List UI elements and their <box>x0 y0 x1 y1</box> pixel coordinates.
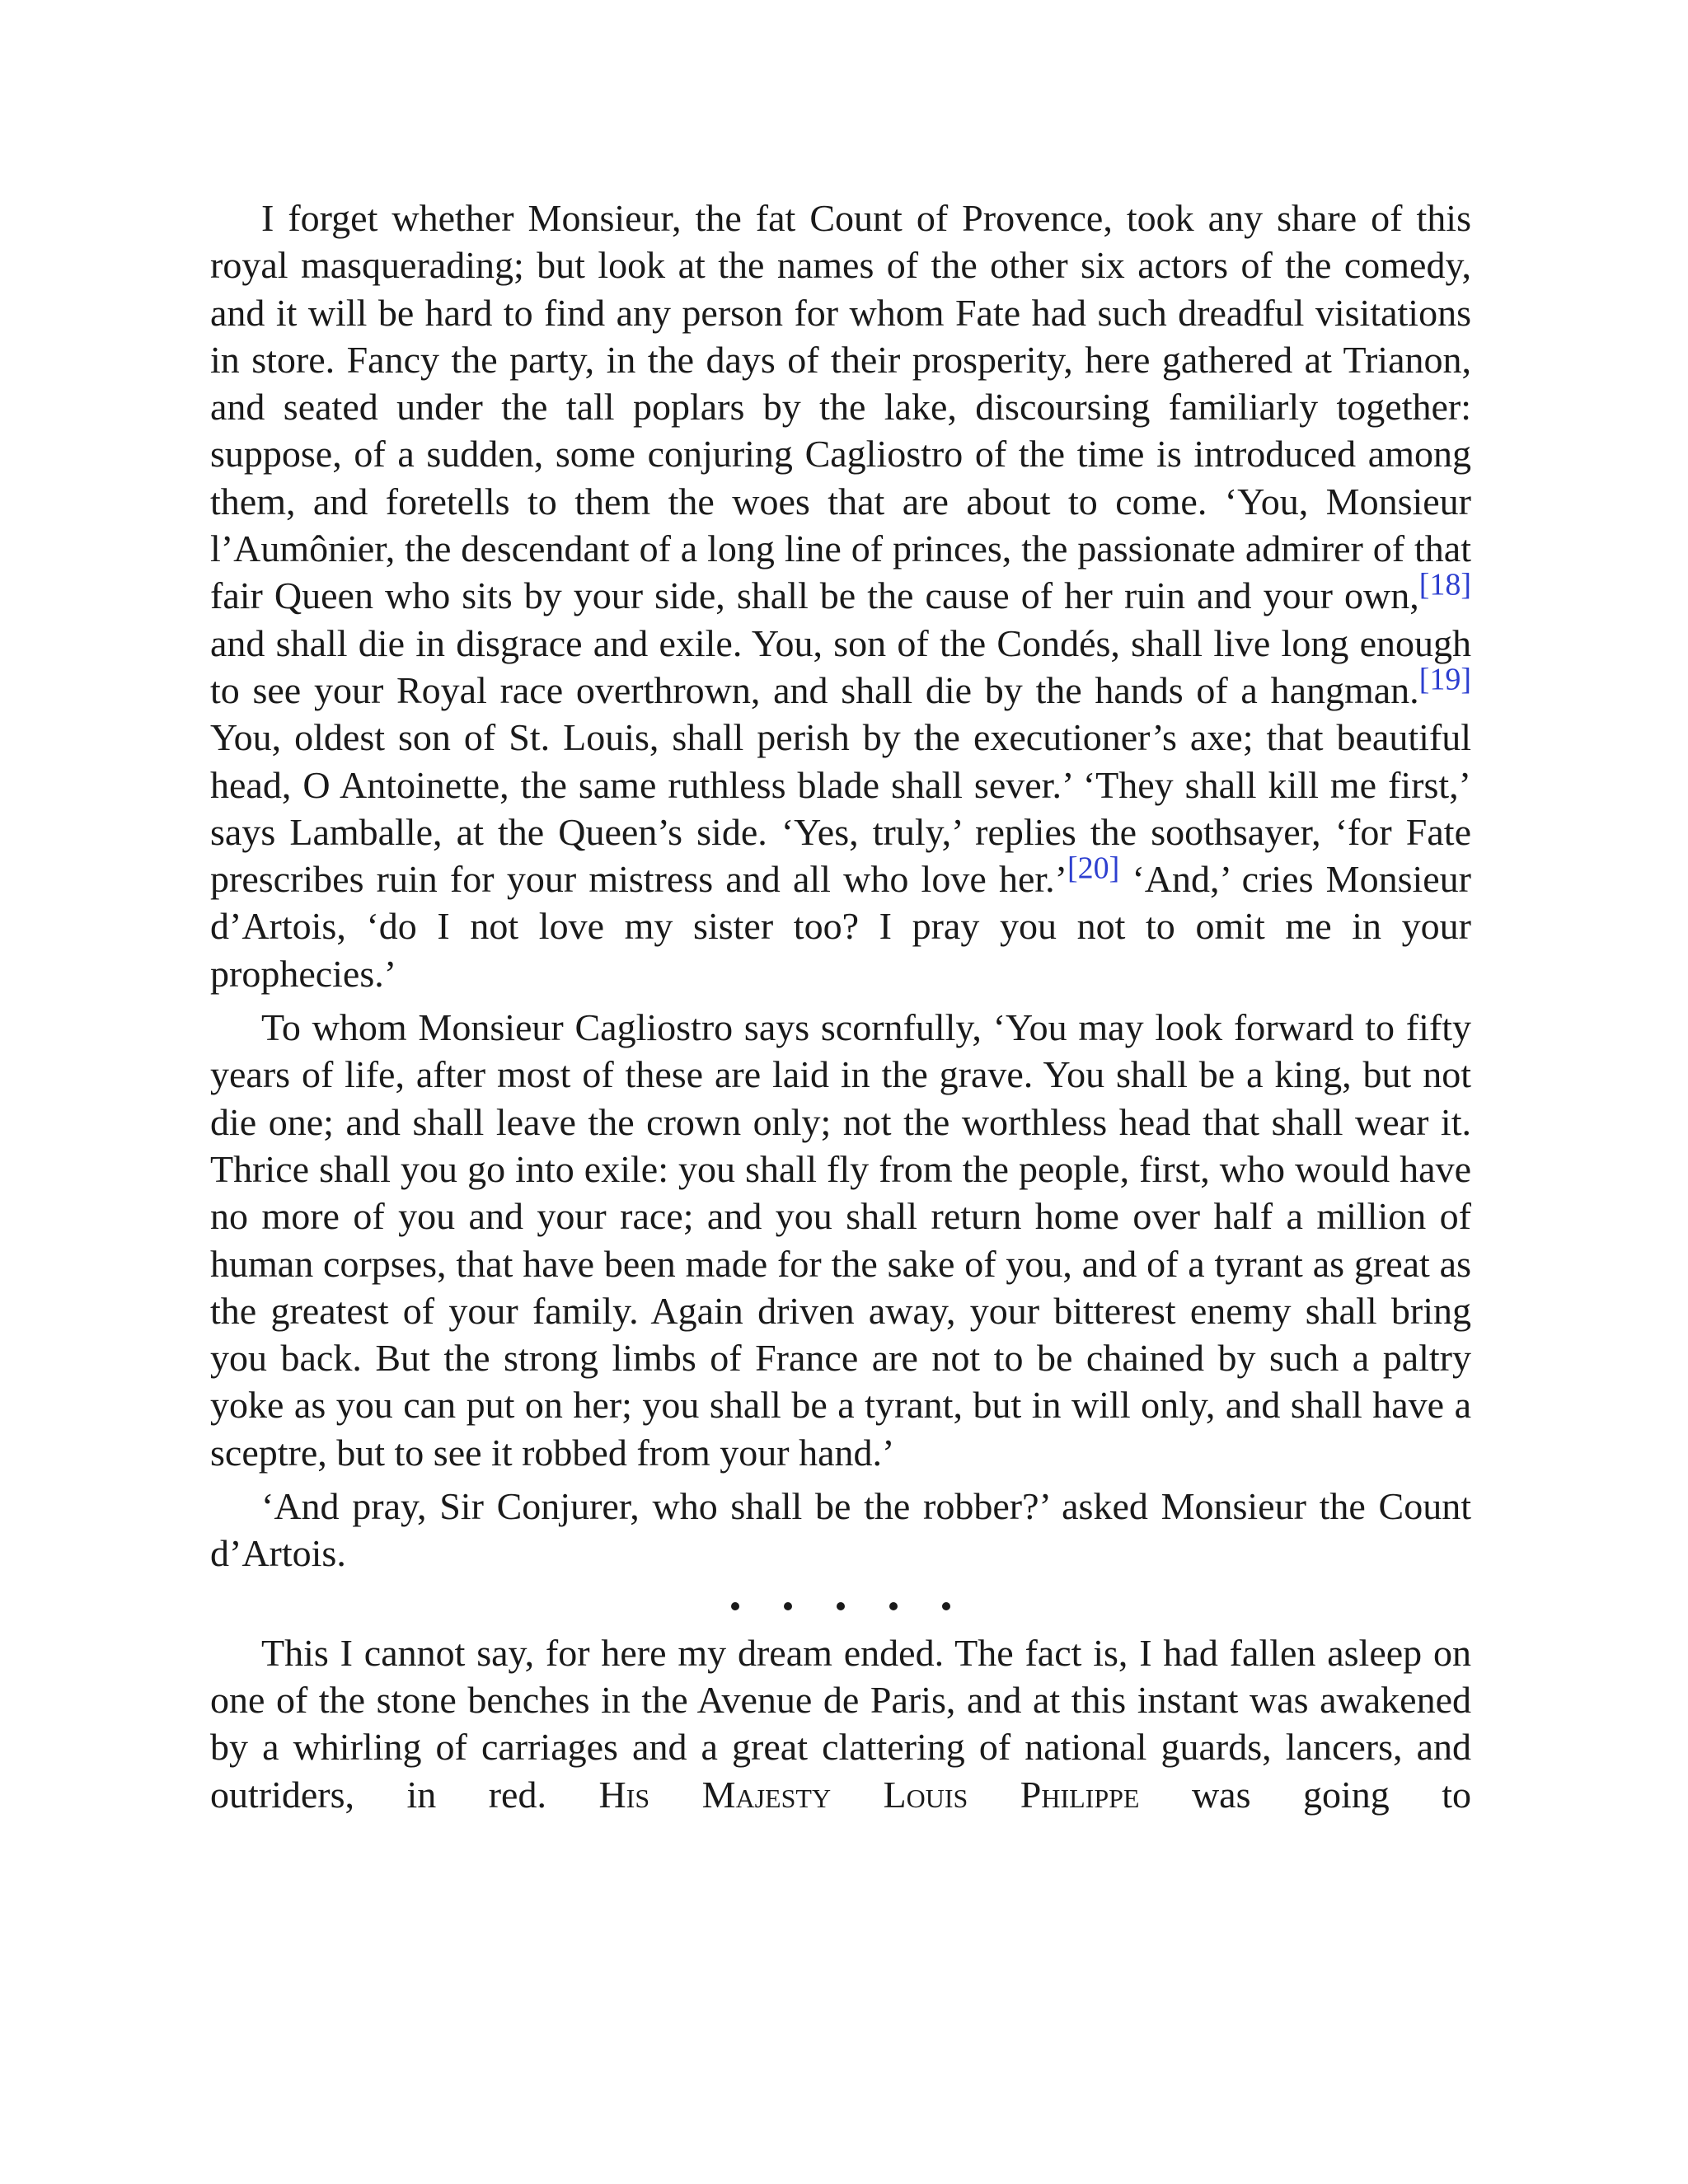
paragraph-text: You, oldest son of St. Louis, shall perish by the executioner’s axe; that beautiful head, O Antoinette, the same ruthless blade shall sever.’ ‘They shall kill me first,’ says Lamballe, at the Queen’s side. ‘Yes, truly,’ replies the soothsayer, ‘for Fate prescribes ruin for your mistress and all who love her.’ <box>210 716 1471 901</box>
section-break-dots <box>210 1579 1471 1626</box>
break-dot <box>731 1602 739 1610</box>
paragraph-text: was going to <box>1139 1773 1471 1816</box>
small-caps-name: His Majesty Louis Philippe <box>598 1773 1140 1816</box>
break-dot <box>942 1602 950 1610</box>
break-dot <box>837 1602 845 1610</box>
break-dot <box>889 1602 898 1610</box>
break-dot <box>784 1602 792 1610</box>
paragraph <box>210 1004 1471 1476</box>
paragraph <box>210 1483 1471 1577</box>
paragraph-text: To whom Monsieur Cagliostro says scornfully, ‘You may look forward to fifty years of life, after most of these are laid in the grave. You shall be a king, but not die one; and shall leave the crown only; not the worthless head that shall wear it. Thrice shall you go into exile: you shall fly from the people, first, who would have no more of you and your race; and you shall return home over half a million of human corpses, that have been made for the sake of you, and of a tyrant as great as the greatest of your family. Again driven away, your bitterest enemy shall bring you back. But the strong limbs of France are not to be chained by such a paltry yoke as you can put on her; you shall be a tyrant, but in will only, and shall have a sceptre, but to see it robbed from your hand.’ <box>210 1006 1471 1474</box>
paragraph-text: I forget whether Monsieur, the fat Count of Provence, took any share of this royal masquerading; but look at the names of the other six actors of the comedy, and it will be hard to find any person for whom Fate had such dreadful visitations in store. Fancy the party, in the days of their prosperity, here gathered at Trianon, and seated under the tall poplars by the lake, discoursing familiarly together: suppose, of a sudden, some conjuring Cagliostro of the time is introduced among them, and foretells to them the woes that are about to come. ‘You, Monsieur l’Aumônier, the descendant of a long line of princes, the passionate admirer of that fair Queen who sits by your side, shall be the cause of her ruin and your own, <box>210 197 1471 617</box>
footnote-link[interactable]: [18] <box>1418 568 1471 603</box>
page-text <box>210 194 1471 1825</box>
paragraph-text: ‘And,’ cries Monsieur d’Artois, ‘do I not love my sister too? I pray you not to omit me in your prophecies.’ <box>210 858 1471 995</box>
paragraph <box>210 1629 1471 1818</box>
footnote-link[interactable]: [19] <box>1418 662 1471 697</box>
footnote-link[interactable]: [20] <box>1067 851 1120 886</box>
paragraph-text: This I cannot say, for here my dream ended. The fact is, I had fallen asleep on one of the stone benches in the Avenue de Paris, and at this instant was awakened by a whirling of carriages and a great clattering of national guards, lancers, and outriders, in red. <box>210 1631 1471 1816</box>
paragraph-text: ‘And pray, Sir Conjurer, who shall be the robber?’ asked Monsieur the Count d’Artois. <box>210 1485 1471 1575</box>
paragraph <box>210 194 1471 997</box>
paragraph-text: and shall die in disgrace and exile. You, son of the Condés, shall live long enough to see your Royal race overthrown, and shall die by the hands of a hangman. <box>210 621 1471 711</box>
